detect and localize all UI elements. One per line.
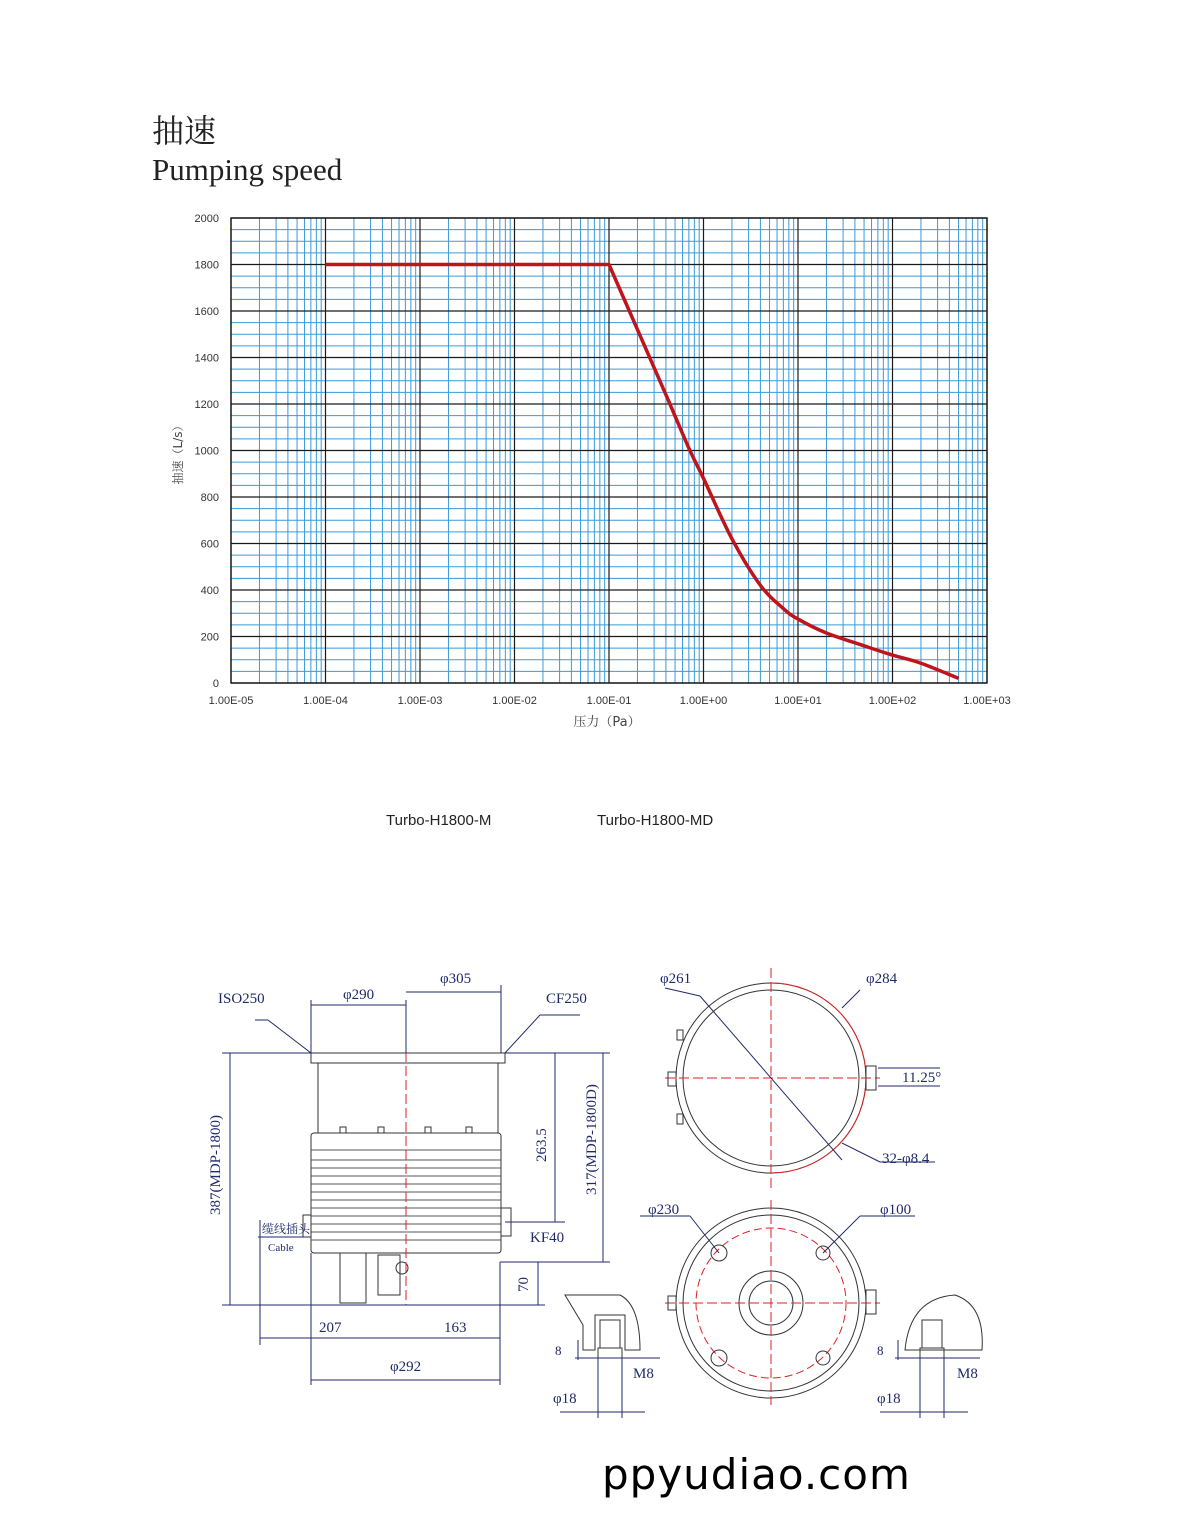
label-207: 207 [319,1320,342,1336]
label-d100: φ100 [880,1202,912,1218]
y-tick-label: 0 [212,678,219,690]
y-tick-label: 1000 [194,445,219,458]
x-tick-label: 1.00E-03 [397,695,443,707]
y-tick-label: 1600 [194,306,219,318]
label-angle: 11.25° [902,1070,942,1086]
y-tick-label: 200 [200,631,219,644]
label-d284: φ284 [866,971,898,987]
x-tick-label: 1.00E-04 [303,695,348,707]
x-tick-label: 1.00E+00 [679,695,728,707]
y-tick-label: 2000 [194,213,219,225]
x-tick-label: 1.00E+02 [868,695,917,707]
x-tick-label: 1.00E-01 [586,695,632,707]
label-317: 317(MDP-1800D) [584,1084,600,1195]
footer-watermark: ppyudiao.com [602,1450,911,1499]
label-163: 163 [444,1320,467,1336]
y-tick-label: 600 [200,538,219,551]
label-iso250: ISO250 [218,991,265,1007]
y-axis-label: 抽速（L/s） [171,419,185,485]
label-eight-right: 8 [877,1343,884,1358]
model-label-md: Turbo-H1800-MD [597,812,714,829]
label-263: 263.5 [534,1128,550,1162]
label-d18-right: φ18 [877,1391,901,1407]
label-eight-left: 8 [555,1343,562,1358]
title-english: Pumping speed [152,152,343,187]
y-tick-label: 400 [200,585,219,597]
y-tick-label: 1400 [194,352,219,365]
model-label-m: Turbo-H1800-M [386,812,492,829]
label-cable-cn: 缆线插头 [262,1222,311,1236]
label-70: 70 [516,1277,532,1292]
label-m8-left: M8 [633,1366,654,1382]
label-m8-right: M8 [957,1366,978,1382]
label-387: 387(MDP-1800) [208,1115,224,1215]
y-tick-label: 1200 [194,399,219,411]
x-tick-label: 1.00E-02 [492,695,537,707]
label-d305: φ305 [440,971,472,987]
label-kf40: KF40 [530,1230,565,1246]
label-d230: φ230 [648,1202,680,1218]
y-tick-label: 800 [200,492,219,504]
x-tick-label: 1.00E+01 [774,695,822,707]
label-d261: φ261 [660,971,692,987]
side-view [303,1053,511,1303]
label-d290: φ290 [343,987,375,1003]
label-d18-left: φ18 [553,1391,577,1407]
label-d292: φ292 [390,1359,422,1375]
x-tick-label: 1.00E-05 [208,695,254,707]
title-chinese: 抽速 [152,112,217,150]
x-tick-label: 1.00E+03 [963,695,1011,707]
x-axis-label: 压力（Pa） [573,715,641,730]
y-tick-label: 1800 [194,259,219,272]
bottom-view [640,1200,915,1405]
label-cable-en: Cable [268,1242,294,1254]
label-holes: 32-φ8.4 [882,1151,930,1167]
label-cf250: CF250 [546,991,587,1007]
